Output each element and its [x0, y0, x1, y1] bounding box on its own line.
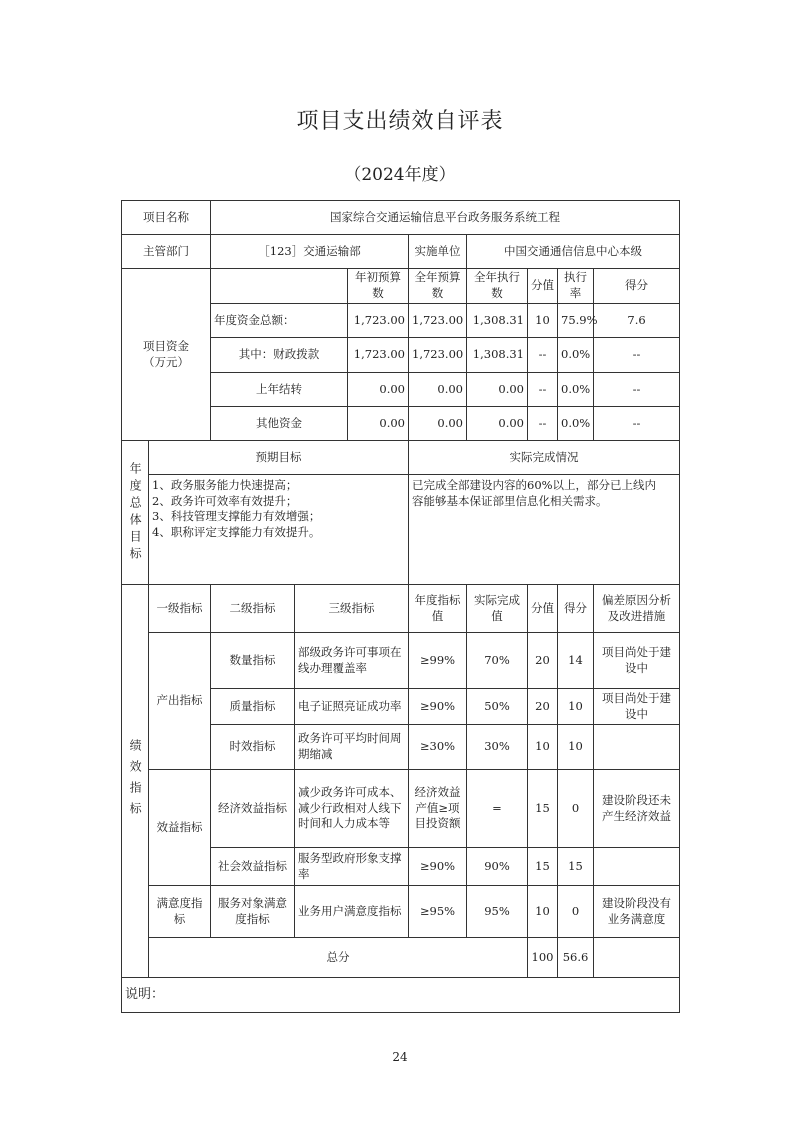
year-subtitle: （2024年度） [344, 165, 456, 185]
score-value: 15 [528, 770, 558, 848]
funds-cell: 1,308.31 [467, 304, 528, 338]
funds-header: 全年执行数 [467, 269, 528, 304]
expected-goal-header: 预期目标 [149, 441, 409, 475]
l3-indicator: 减少政务许可成本、减少行政相对人线下时间和人力成本等 [295, 770, 409, 848]
l2-indicator: 时效指标 [211, 725, 295, 770]
actual-completion-text: 已完成全部建设内容的60%以上，部分已上线内 容能够基本保证部里信息化相关需求。 [409, 475, 680, 585]
perf-header: 分值 [528, 585, 558, 633]
funds-row-name: 上年结转 [211, 373, 348, 407]
page-title: 项目支出绩效自评表 [296, 109, 504, 134]
perf-header: 实际完成值 [467, 585, 528, 633]
l2-indicator: 服务对象满意度指标 [211, 886, 295, 938]
dept-label: 主管部门 [122, 235, 211, 269]
funds-cell: 10 [528, 304, 558, 338]
funds-row-name: 其中：财政拨款 [211, 338, 348, 373]
score-value: 20 [528, 633, 558, 689]
reason-value: 建设阶段还未产生经济效益 [594, 770, 680, 848]
score-value: 15 [528, 848, 558, 886]
actual-value: = [467, 770, 528, 848]
goals-label: 年度总体目标 [122, 441, 149, 585]
actual-completion-header: 实际完成情况 [409, 441, 680, 475]
funds-cell: 1,723.00 [409, 304, 467, 338]
l3-indicator: 电子证照亮证成功率 [295, 689, 409, 725]
reason-value [594, 848, 680, 886]
funds-cell: 0.0% [558, 373, 594, 407]
perf-header: 得分 [558, 585, 594, 633]
got-value: 15 [558, 848, 594, 886]
project-name-label: 项目名称 [122, 201, 211, 235]
total-label: 总分 [149, 938, 528, 978]
funds-cell: 0.00 [409, 407, 467, 441]
perf-header: 一级指标 [149, 585, 211, 633]
funds-header: 得分 [594, 269, 680, 304]
benefit-indicator-label: 效益指标 [149, 770, 211, 886]
target-value: 经济效益产值≥项目投资额 [409, 770, 467, 848]
funds-row-name: 其他资金 [211, 407, 348, 441]
l3-indicator: 部级政务许可事项在线办理覆盖率 [295, 633, 409, 689]
l3-indicator: 政务许可平均时间周期缩减 [295, 725, 409, 770]
funds-cell: 1,723.00 [409, 338, 467, 373]
funds-header: 执行率 [558, 269, 594, 304]
project-name-value: 国家综合交通运输信息平台政务服务系统工程 [211, 201, 680, 235]
l2-indicator: 经济效益指标 [211, 770, 295, 848]
funds-cell: 0.00 [467, 373, 528, 407]
funds-header: 全年预算数 [409, 269, 467, 304]
funds-cell: 0.00 [467, 407, 528, 441]
actual-value: 50% [467, 689, 528, 725]
output-indicator-label: 产出指标 [149, 633, 211, 770]
funds-cell: 75.9% [558, 304, 594, 338]
funds-cell: 0.00 [348, 373, 409, 407]
reason-value: 建设阶段没有业务满意度 [594, 886, 680, 938]
l2-indicator: 数量指标 [211, 633, 295, 689]
reason-value [594, 725, 680, 770]
page-number: 24 [392, 1050, 408, 1064]
actual-value: 95% [467, 886, 528, 938]
evaluation-table [121, 200, 680, 1013]
funds-cell: -- [528, 373, 558, 407]
funds-cell: 0.0% [558, 407, 594, 441]
expected-goals-text: 1、政务服务能力快速提高； 2、政务许可效率有效提升； 3、科技管理支撑能力有效增强； 4、职称评定支撑能力有效提升。 [149, 475, 409, 585]
got-value: 0 [558, 770, 594, 848]
perf-label: 绩效指标 [122, 585, 149, 978]
perf-header: 偏差原因分析及改进措施 [594, 585, 680, 633]
actual-value: 30% [467, 725, 528, 770]
got-value: 10 [558, 689, 594, 725]
impl-unit-value: 中国交通通信信息中心本级 [467, 235, 680, 269]
funds-cell: -- [528, 338, 558, 373]
target-value: ≥99% [409, 633, 467, 689]
got-value: 0 [558, 886, 594, 938]
funds-cell: -- [594, 407, 680, 441]
actual-value: 90% [467, 848, 528, 886]
reason-value: 项目尚处于建设中 [594, 633, 680, 689]
dept-value: ［123］交通运输部 [211, 235, 409, 269]
perf-header: 二级指标 [211, 585, 295, 633]
funds-cell: 0.00 [409, 373, 467, 407]
impl-unit-label: 实施单位 [409, 235, 467, 269]
funds-label: 项目资金 （万元） [122, 269, 211, 441]
l2-indicator: 社会效益指标 [211, 848, 295, 886]
target-value: ≥90% [409, 848, 467, 886]
l3-indicator: 服务型政府形象支撑率 [295, 848, 409, 886]
actual-value: 70% [467, 633, 528, 689]
satisfaction-indicator-label: 满意度指标 [149, 886, 211, 938]
l2-indicator: 质量指标 [211, 689, 295, 725]
funds-header: 年初预算数 [348, 269, 409, 304]
funds-row-name: 年度资金总额： [211, 304, 348, 338]
target-value: ≥90% [409, 689, 467, 725]
target-value: ≥30% [409, 725, 467, 770]
reason-value: 项目尚处于建设中 [594, 689, 680, 725]
funds-cell: 7.6 [594, 304, 680, 338]
score-value: 10 [528, 886, 558, 938]
perf-header: 三级指标 [295, 585, 409, 633]
funds-cell: 0.0% [558, 338, 594, 373]
funds-cell: 1,308.31 [467, 338, 528, 373]
score-value: 20 [528, 689, 558, 725]
l3-indicator: 业务用户满意度指标 [295, 886, 409, 938]
perf-header: 年度指标值 [409, 585, 467, 633]
score-value: 10 [528, 725, 558, 770]
funds-cell: -- [594, 338, 680, 373]
note: 说明： [122, 978, 680, 1013]
funds-header: 分值 [528, 269, 558, 304]
funds-cell: 1,723.00 [348, 338, 409, 373]
funds-cell: 0.00 [348, 407, 409, 441]
funds-cell: -- [528, 407, 558, 441]
funds-cell: 1,723.00 [348, 304, 409, 338]
total-score: 100 [528, 938, 558, 978]
got-value: 14 [558, 633, 594, 689]
funds-cell: -- [594, 373, 680, 407]
got-value: 10 [558, 725, 594, 770]
total-got: 56.6 [558, 938, 594, 978]
target-value: ≥95% [409, 886, 467, 938]
